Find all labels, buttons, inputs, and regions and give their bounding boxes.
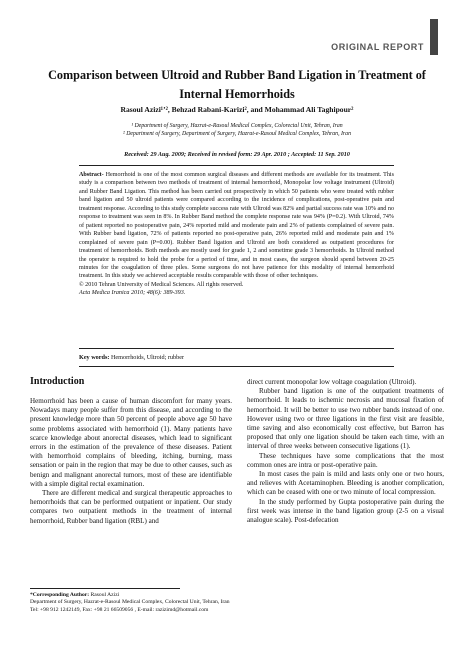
body-paragraph: In most cases the pain is mild and lasts only one or two hours, and relieves with Acetaminophen. Bleeding is another complication, which can be ceased with one or two minute of local compression. (247, 470, 444, 497)
section-heading-introduction: Introduction (30, 376, 85, 387)
footnote-contact: Tel: +98 912 1242149, Fax: +98 21 66509056 , E-mail: razizimd@hotmail.com (30, 606, 209, 613)
footnote-address: Department of Surgery, Hazrat-e-Rasoul Medical Complex, Colorectal Unit, Tehran, Iran (30, 599, 230, 606)
header-accent-bar (430, 19, 438, 55)
body-paragraph: direct current monopolar low voltage coagulation (Ultroid). (247, 378, 417, 386)
body-paragraph: Rubber band ligation is one of the outpatient treatments of hemorrhoid. It leads to ischemic necrosis and mucosal fixation of hemorrhoid. It will be better to use two rubber bands instead of one. However using two or three ligations in the first visit are feasible, time saving and also economically cost effective, but Barron has proposed that only one ligation should be taken each time, with an interval of three weeks between consecutive ligations (1). (247, 387, 444, 451)
footnote-name: Rasoul Azizi (89, 592, 120, 598)
keywords-bottom-rule (79, 366, 394, 367)
received-dates: Received: 29 Aug. 2009; Received in revised form: 29 Apr. 2010 ; Accepted: 11 Sep. 2010 (124, 151, 350, 158)
keywords-label: Key words: (79, 354, 110, 361)
abstract-bottom-rule (79, 348, 394, 349)
copyright-line: © 2010 Tehran University of Medical Sciences. All rights reserved. (79, 281, 244, 288)
abstract-block (79, 171, 394, 298)
corresponding-author-footnote (30, 592, 330, 614)
keywords-line (79, 354, 394, 361)
body-paragraph: Hemorrhoid has been a cause of human discomfort for many years. Nowadays many people suffer from this disease, and according to the present knowledge more than 50 percent of people above age 50 have some problems associated with hemorrhoid (1). Many patients have scarce knowledge about anorectal diseases, which lead to significant errors in the estimation of the prevalence of these diseases. Patient with hemorrhoid complains of bleeding, itching, burning, mass sensation or pain in the region that may be due to other causes, such as benign and malignant anorectal tumors, most of these are identifiable with a simple digital rectal examination. (30, 397, 232, 488)
abstract-label: Abstract- (79, 172, 104, 178)
affiliation-1: ¹ Department of Surgery, Hazrat-e-Rasoul Medical Complex, Colorectal Unit, Tehran, Iran (131, 123, 343, 129)
affiliation-2: ² Department of Surgery, Department of Surgery, Hazrat-e-Rasoul Medical Complex, Tehran, Iran (123, 131, 351, 137)
keywords-text: Hemorrhoids, Ultroid; rubber (109, 354, 185, 361)
journal-citation: Acta Medica Iranica 2010; 48(6): 389-393. (79, 290, 186, 297)
report-type-label: ORIGINAL REPORT (331, 42, 424, 52)
body-column-left (30, 397, 232, 526)
body-paragraph: There are different medical and surgical therapeutic approaches to hemorrhoids that can be performed outpatient or inpatient. Our study compares two outpatient methods in the treatment of internal hemorrhoid, Rubber band ligation (RBL) and (30, 489, 232, 525)
paper-title: Comparison between Ultroid and Rubber Band Ligation in Treatment of Internal Hemorrhoids (48, 68, 426, 101)
abstract-top-rule (79, 165, 394, 166)
author-list: Rasoul Azizi¹ʼ², Behzad Rabani-Karizi², and Mohammad Ali Taghipour² (120, 105, 354, 114)
body-column-right (247, 378, 444, 525)
footnote-label: *Corresponding Author: (30, 592, 90, 598)
body-paragraph: These techniques have some complications that the most common ones are intra or post-operative pain. (247, 451, 444, 469)
footnote-rule (30, 588, 180, 589)
abstract-paragraph (79, 171, 394, 281)
body-paragraph: In the study performed by Gupta postoperative pain during the first week was intense in the band ligation group (2-5 on a visual analogue scale). Post-defecation (247, 497, 444, 525)
abstract-text: Hemorrhoid is one of the most common surgical diseases and different methods are available for its treatment. This study is a comparison between two methods of treatment of internal hemorrhoid, Monopolar low voltage instrument (Ultroid) and Rubber Band Ligation. This method has been carried out prospectively in which 50 patients who were treated with rubber band ligation and 50 ultroid patients were compared according to the incidence of complications, post-operative pain and treatment response. According to this study complete success rate with Ultroid was 82% and partial success rate was 10% and no response to treatment was seen in 8%. In Rubber Band method the complete response rate was 94% (P=0.2). With Ultroid, 74% of patient reported no postoperative pain, 24% reported mild and moderate pain and 2% of patients complained of severe pain. With Rubber band ligation, 72% of patients reported no post-operative pain, 26% reported mild and moderate pain and 1% complained of severe pain (P=0.00). Rubber Band ligation and Ultroid are both considered as outpatient procedures for treatment of hemorrhoids. Both methods are mostly used for grade 1, 2 and sometime grade 3 hemorrhoids. In Ultroid method the operator is required to hold the probe for a period of time, and in most cases, the surgeon should spend between 20-25 minutes for the coagulation of three piles. Some surgeons do not have patience for this modality of internal hemorrhoid treatment. In this study we achieved acceptable results comparable with those of other techniques. (79, 172, 394, 280)
